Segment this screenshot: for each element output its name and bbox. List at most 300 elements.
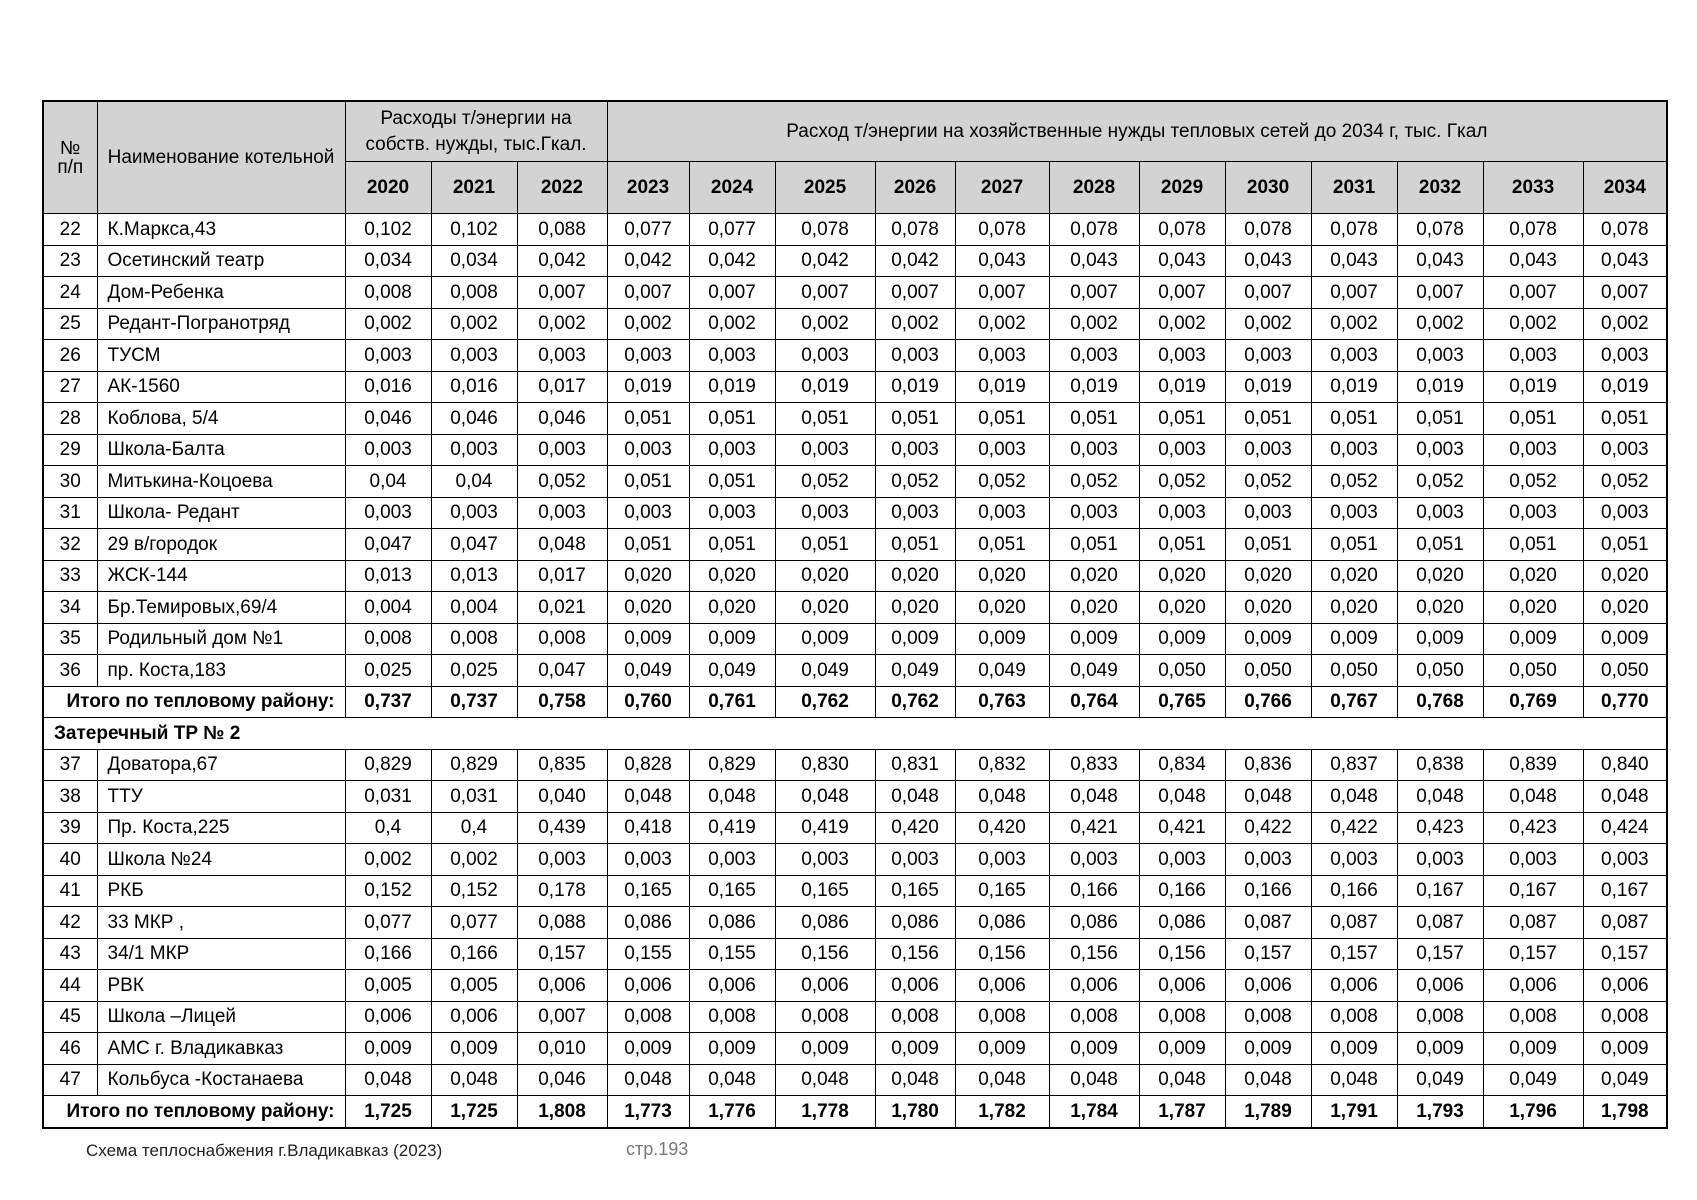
value-cell: 0,003 [1583,497,1667,529]
value-cell: 0,019 [1139,371,1225,403]
value-cell: 0,009 [431,1033,517,1065]
value-cell: 0,042 [517,245,607,277]
value-cell: 0,007 [775,277,875,309]
year-header: 2031 [1311,162,1397,214]
value-cell: 0,770 [1583,686,1667,718]
value-cell: 0,768 [1397,686,1483,718]
value-cell: 0,002 [1583,308,1667,340]
value-cell: 0,423 [1483,812,1583,844]
value-cell: 0,048 [1483,781,1583,813]
value-cell: 0,838 [1397,749,1483,781]
value-cell: 0,051 [955,529,1049,561]
value-cell: 0,048 [1139,781,1225,813]
year-header: 2028 [1049,162,1139,214]
value-cell: 0,009 [1139,623,1225,655]
value-cell: 0,003 [517,340,607,372]
value-cell: 0,005 [431,970,517,1002]
value-cell: 0,078 [1397,214,1483,246]
value-cell: 0,004 [431,592,517,624]
value-cell: 0,156 [1139,938,1225,970]
value-cell: 0,086 [1139,907,1225,939]
row-number: 34 [43,592,97,624]
value-cell: 0,009 [875,623,955,655]
value-cell: 0,020 [775,592,875,624]
value-cell: 0,052 [517,466,607,498]
table-row [43,1001,1667,1033]
year-header: 2033 [1483,162,1583,214]
value-cell: 0,050 [1225,655,1311,687]
value-cell: 0,020 [689,592,775,624]
value-cell: 0,003 [775,497,875,529]
value-cell: 0,052 [1049,466,1139,498]
value-cell: 0,051 [1049,529,1139,561]
value-cell: 0,003 [1583,434,1667,466]
value-cell: 0,007 [1049,277,1139,309]
value-cell: 0,832 [955,749,1049,781]
value-cell: 0,051 [607,529,689,561]
value-cell: 0,839 [1483,749,1583,781]
value-cell: 0,008 [1397,1001,1483,1033]
value-cell: 0,167 [1397,875,1483,907]
table-row [43,403,1667,435]
value-cell: 1,787 [1139,1096,1225,1128]
value-cell: 0,052 [1311,466,1397,498]
value-cell: 0,019 [955,371,1049,403]
value-cell: 0,157 [1483,938,1583,970]
value-cell: 0,051 [1583,529,1667,561]
heat-consumption-table [42,100,1668,1129]
document-title: Схема теплоснабжения г.Владикавказ (2023) [86,1141,443,1160]
boiler-name: РВК [97,970,345,1002]
value-cell: 0,003 [607,434,689,466]
value-cell: 0,002 [431,844,517,876]
value-cell: 0,048 [1139,1064,1225,1096]
value-cell: 0,419 [775,812,875,844]
value-cell: 0,087 [1583,907,1667,939]
value-cell: 0,003 [775,844,875,876]
value-cell: 0,003 [1397,497,1483,529]
value-cell: 0,009 [345,1033,431,1065]
value-cell: 0,021 [517,592,607,624]
value-cell: 0,006 [1397,970,1483,1002]
value-cell: 0,051 [775,403,875,435]
table-row [43,529,1667,561]
value-cell: 0,077 [345,907,431,939]
page-number: стр.193 [626,1139,689,1159]
header-group-own-needs: Расходы т/энергии на собств. нужды, тыс.Гкал. [345,101,607,162]
value-cell: 0,017 [517,560,607,592]
table-row [43,308,1667,340]
row-number: 24 [43,277,97,309]
value-cell: 0,078 [1049,214,1139,246]
value-cell: 0,003 [1483,497,1583,529]
value-cell: 0,020 [1483,560,1583,592]
value-cell: 0,003 [1139,844,1225,876]
value-cell: 0,152 [431,875,517,907]
value-cell: 0,003 [517,844,607,876]
value-cell: 0,833 [1049,749,1139,781]
value-cell: 0,003 [1225,497,1311,529]
row-number: 41 [43,875,97,907]
value-cell: 0,078 [1225,214,1311,246]
value-cell: 0,078 [775,214,875,246]
value-cell: 0,157 [1583,938,1667,970]
boiler-name: Дом-Ребенка [97,277,345,309]
value-cell: 0,155 [607,938,689,970]
value-cell: 0,156 [1049,938,1139,970]
value-cell: 0,049 [875,655,955,687]
value-cell: 0,051 [607,466,689,498]
value-cell: 0,049 [689,655,775,687]
boiler-name: К.Маркса,43 [97,214,345,246]
table-row [43,277,1667,309]
value-cell: 0,761 [689,686,775,718]
value-cell: 0,007 [517,277,607,309]
value-cell: 1,784 [1049,1096,1139,1128]
row-number: 42 [43,907,97,939]
value-cell: 0,005 [345,970,431,1002]
value-cell: 0,165 [875,875,955,907]
value-cell: 0,007 [875,277,955,309]
value-cell: 0,020 [607,592,689,624]
table-row [43,592,1667,624]
boiler-name: Коблова, 5/4 [97,403,345,435]
value-cell: 0,009 [1311,1033,1397,1065]
value-cell: 0,003 [431,434,517,466]
value-cell: 0,165 [955,875,1049,907]
value-cell: 0,008 [1139,1001,1225,1033]
value-cell: 0,737 [431,686,517,718]
year-header: 2026 [875,162,955,214]
value-cell: 0,048 [775,781,875,813]
value-cell: 0,439 [517,812,607,844]
row-number: 35 [43,623,97,655]
value-cell: 0,051 [1483,529,1583,561]
value-cell: 0,009 [1483,1033,1583,1065]
value-cell: 0,765 [1139,686,1225,718]
table-row [43,371,1667,403]
value-cell: 0,048 [607,781,689,813]
value-cell: 0,020 [1225,592,1311,624]
value-cell: 0,020 [1049,560,1139,592]
value-cell: 0,767 [1311,686,1397,718]
table-row [43,781,1667,813]
value-cell: 0,031 [345,781,431,813]
value-cell: 0,007 [1483,277,1583,309]
value-cell: 0,003 [607,340,689,372]
value-cell: 0,051 [689,466,775,498]
value-cell: 0,047 [517,655,607,687]
value-cell: 0,013 [345,560,431,592]
boiler-name: Доватора,67 [97,749,345,781]
value-cell: 0,003 [1139,340,1225,372]
value-cell: 0,007 [607,277,689,309]
value-cell: 0,050 [1139,655,1225,687]
value-cell: 0,048 [517,529,607,561]
value-cell: 0,009 [1049,623,1139,655]
boiler-name: Митькина-Коцоева [97,466,345,498]
value-cell: 0,020 [875,592,955,624]
value-cell: 0,760 [607,686,689,718]
value-cell: 1,773 [607,1096,689,1128]
row-number: 32 [43,529,97,561]
value-cell: 0,088 [517,907,607,939]
boiler-name: АМС г. Владикавказ [97,1033,345,1065]
value-cell: 0,002 [345,308,431,340]
value-cell: 0,049 [607,655,689,687]
value-cell: 0,009 [1311,623,1397,655]
value-cell: 0,157 [1397,938,1483,970]
value-cell: 0,003 [775,434,875,466]
value-cell: 0,019 [1583,371,1667,403]
total-row [43,1096,1667,1128]
value-cell: 0,020 [1311,592,1397,624]
value-cell: 0,002 [1225,308,1311,340]
value-cell: 0,049 [955,655,1049,687]
value-cell: 0,042 [875,245,955,277]
value-cell: 1,725 [431,1096,517,1128]
value-cell: 0,762 [775,686,875,718]
value-cell: 0,086 [775,907,875,939]
value-cell: 0,008 [1311,1001,1397,1033]
value-cell: 0,086 [875,907,955,939]
value-cell: 1,776 [689,1096,775,1128]
value-cell: 0,047 [431,529,517,561]
value-cell: 0,019 [607,371,689,403]
value-cell: 0,420 [875,812,955,844]
row-number: 27 [43,371,97,403]
value-cell: 0,009 [1225,1033,1311,1065]
value-cell: 0,020 [955,560,1049,592]
value-cell: 0,007 [1311,277,1397,309]
value-cell: 0,003 [1225,340,1311,372]
row-number: 45 [43,1001,97,1033]
table-row [43,749,1667,781]
value-cell: 0,834 [1139,749,1225,781]
value-cell: 0,837 [1311,749,1397,781]
value-cell: 1,782 [955,1096,1049,1128]
value-cell: 0,052 [955,466,1049,498]
value-cell: 0,047 [345,529,431,561]
value-cell: 0,010 [517,1033,607,1065]
value-cell: 0,737 [345,686,431,718]
header-num: № п/п [43,101,97,214]
value-cell: 0,165 [607,875,689,907]
value-cell: 0,040 [517,781,607,813]
value-cell: 0,009 [955,623,1049,655]
year-header: 2034 [1583,162,1667,214]
boiler-name: Школа- Редант [97,497,345,529]
boiler-name: АК-1560 [97,371,345,403]
value-cell: 0,009 [689,1033,775,1065]
value-cell: 0,421 [1139,812,1225,844]
value-cell: 0,007 [517,1001,607,1033]
value-cell: 0,006 [517,970,607,1002]
row-number: 25 [43,308,97,340]
value-cell: 0,048 [1311,781,1397,813]
value-cell: 0,048 [345,1064,431,1096]
boiler-name: РКБ [97,875,345,907]
value-cell: 0,052 [1397,466,1483,498]
boiler-name: ТТУ [97,781,345,813]
value-cell: 0,077 [607,214,689,246]
value-cell: 0,020 [1583,560,1667,592]
row-number: 38 [43,781,97,813]
table-row [43,875,1667,907]
value-cell: 0,006 [1583,970,1667,1002]
value-cell: 0,002 [607,308,689,340]
value-cell: 0,003 [955,844,1049,876]
value-cell: 0,051 [1483,403,1583,435]
value-cell: 0,052 [875,466,955,498]
value-cell: 0,048 [955,781,1049,813]
value-cell: 0,102 [345,214,431,246]
table-row [43,907,1667,939]
value-cell: 0,003 [1311,497,1397,529]
value-cell: 0,025 [431,655,517,687]
value-cell: 0,086 [689,907,775,939]
value-cell: 0,086 [607,907,689,939]
value-cell: 0,025 [345,655,431,687]
value-cell: 0,002 [875,308,955,340]
value-cell: 0,762 [875,686,955,718]
value-cell: 0,007 [1397,277,1483,309]
value-cell: 0,050 [1397,655,1483,687]
value-cell: 0,008 [775,1001,875,1033]
value-cell: 0,156 [875,938,955,970]
table-row [43,844,1667,876]
row-number: 47 [43,1064,97,1096]
value-cell: 0,840 [1583,749,1667,781]
value-cell: 0,166 [345,938,431,970]
table-row [43,1033,1667,1065]
value-cell: 0,008 [431,623,517,655]
value-cell: 0,423 [1397,812,1483,844]
value-cell: 0,003 [955,497,1049,529]
value-cell: 0,003 [1311,434,1397,466]
value-cell: 0,003 [431,340,517,372]
value-cell: 0,003 [1049,844,1139,876]
value-cell: 0,008 [1225,1001,1311,1033]
value-cell: 0,003 [1049,434,1139,466]
year-header: 2022 [517,162,607,214]
value-cell: 0,152 [345,875,431,907]
value-cell: 0,424 [1583,812,1667,844]
value-cell: 0,051 [1225,529,1311,561]
value-cell: 0,051 [1397,529,1483,561]
value-cell: 0,003 [1483,844,1583,876]
year-header: 2032 [1397,162,1483,214]
value-cell: 0,157 [1225,938,1311,970]
value-cell: 0,006 [345,1001,431,1033]
value-cell: 0,003 [1225,844,1311,876]
value-cell: 0,020 [1311,560,1397,592]
value-cell: 0,050 [1483,655,1583,687]
value-cell: 0,009 [1583,623,1667,655]
value-cell: 0,051 [1311,403,1397,435]
table-row [43,623,1667,655]
year-header: 2027 [955,162,1049,214]
boiler-name: 33 МКР , [97,907,345,939]
row-number: 36 [43,655,97,687]
value-cell: 0,829 [345,749,431,781]
value-cell: 0,008 [517,623,607,655]
value-cell: 0,043 [1583,245,1667,277]
value-cell: 0,016 [431,371,517,403]
value-cell: 0,002 [1139,308,1225,340]
value-cell: 0,034 [345,245,431,277]
value-cell: 0,006 [955,970,1049,1002]
row-number: 40 [43,844,97,876]
boiler-name: Редант-Погранотряд [97,308,345,340]
value-cell: 0,003 [517,497,607,529]
value-cell: 0,051 [1049,403,1139,435]
value-cell: 1,796 [1483,1096,1583,1128]
value-cell: 0,003 [875,844,955,876]
value-cell: 0,006 [431,1001,517,1033]
value-cell: 0,418 [607,812,689,844]
value-cell: 0,020 [1139,560,1225,592]
boiler-name: ТУСМ [97,340,345,372]
value-cell: 0,051 [875,403,955,435]
value-cell: 1,789 [1225,1096,1311,1128]
boiler-name: Бр.Темировых,69/4 [97,592,345,624]
boiler-name: Пр. Коста,225 [97,812,345,844]
value-cell: 0,006 [1049,970,1139,1002]
value-cell: 0,769 [1483,686,1583,718]
year-header: 2029 [1139,162,1225,214]
value-cell: 0,020 [1397,592,1483,624]
boiler-name: 34/1 МКР [97,938,345,970]
value-cell: 0,046 [431,403,517,435]
value-cell: 1,798 [1583,1096,1667,1128]
value-cell: 0,003 [689,340,775,372]
year-header: 2025 [775,162,875,214]
value-cell: 0,008 [955,1001,1049,1033]
value-cell: 0,087 [1311,907,1397,939]
value-cell: 0,019 [775,371,875,403]
value-cell: 0,020 [775,560,875,592]
value-cell: 0,003 [1225,434,1311,466]
value-cell: 0,006 [1311,970,1397,1002]
value-cell: 0,051 [1583,403,1667,435]
value-cell: 0,048 [431,1064,517,1096]
value-cell: 0,003 [689,497,775,529]
value-cell: 0,013 [431,560,517,592]
value-cell: 0,042 [689,245,775,277]
value-cell: 1,778 [775,1096,875,1128]
value-cell: 0,050 [1311,655,1397,687]
value-cell: 0,046 [517,1064,607,1096]
table-row [43,497,1667,529]
value-cell: 0,048 [1049,1064,1139,1096]
row-number: 28 [43,403,97,435]
value-cell: 0,078 [875,214,955,246]
value-cell: 0,003 [607,497,689,529]
value-cell: 0,008 [607,1001,689,1033]
boiler-name: Школа №24 [97,844,345,876]
table-row [43,340,1667,372]
value-cell: 0,019 [1049,371,1139,403]
value-cell: 0,166 [431,938,517,970]
value-cell: 1,793 [1397,1096,1483,1128]
value-cell: 0,04 [431,466,517,498]
boiler-name: Школа-Балта [97,434,345,466]
header-name: Наименование котельной [97,101,345,214]
value-cell: 0,087 [1483,907,1583,939]
value-cell: 0,043 [1311,245,1397,277]
value-cell: 1,808 [517,1096,607,1128]
